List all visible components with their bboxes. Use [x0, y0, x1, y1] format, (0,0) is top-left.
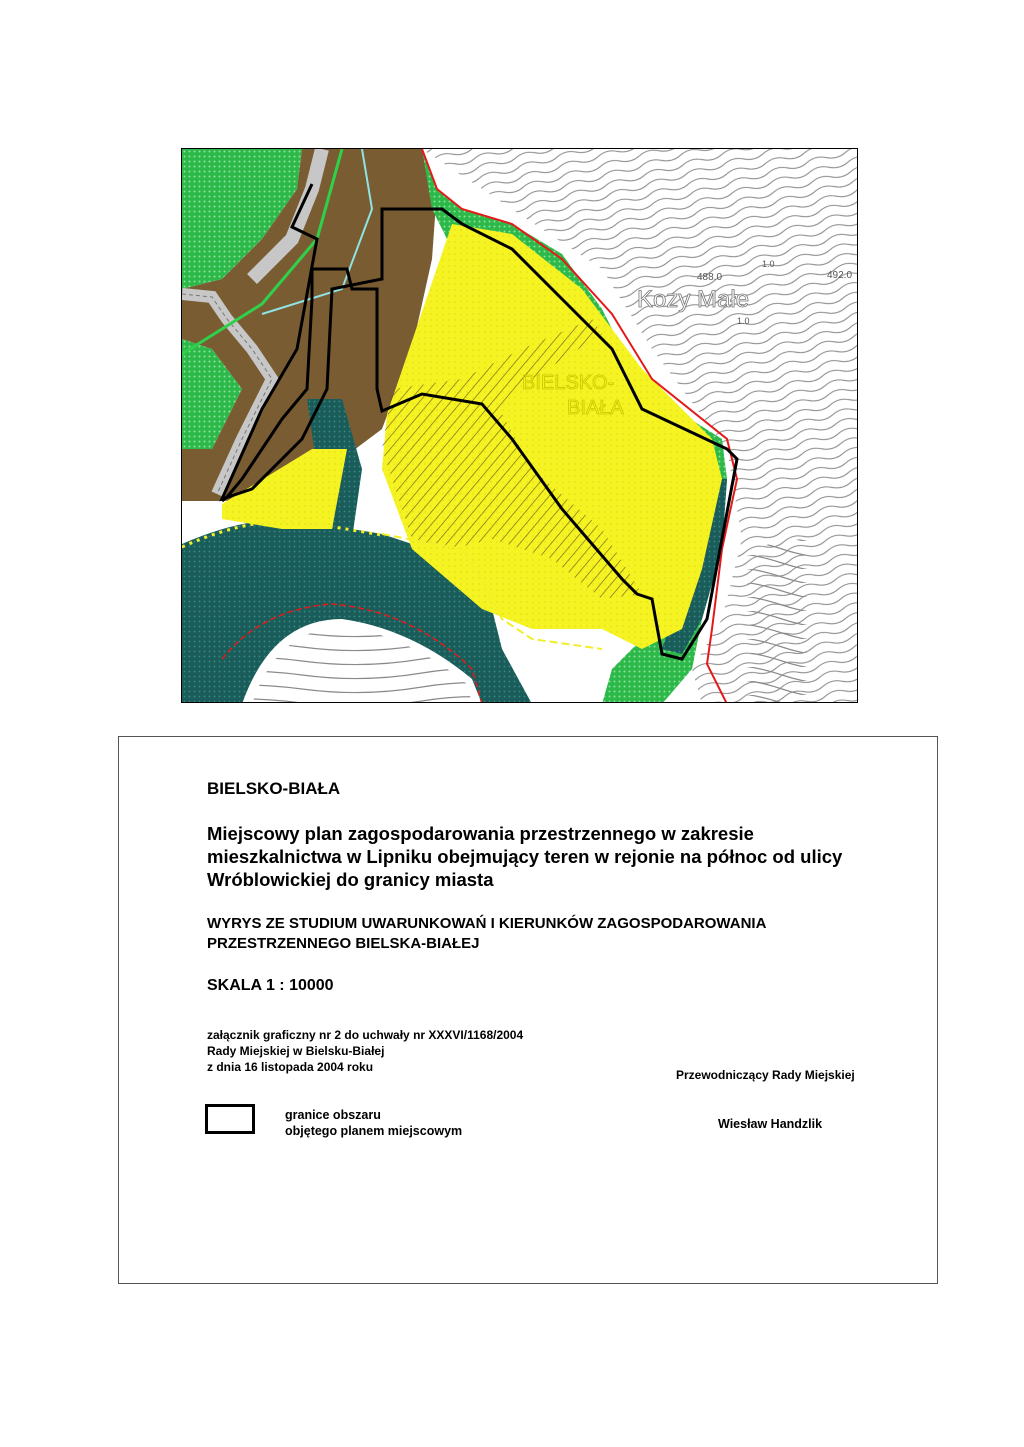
- scale-label: SKALA 1 : 10000: [207, 977, 334, 994]
- chairman-name: Wiesław Handzlik: [718, 1117, 823, 1131]
- extract-title: WYRYS ZE STUDIUM UWARUNKOWAŃ I KIERUNKÓW ZAGOSPODAROWANIA PRZESTRZENNEGO BIELSKA-BIAŁEJ: [207, 915, 766, 952]
- annex-line-2: Rady Miejskiej w Bielsku-Białej: [207, 1044, 385, 1058]
- boundary-legend-line-2: objętego planem miejscowym: [285, 1124, 463, 1138]
- watermark-label-line1: BIELSKO-: [522, 372, 615, 394]
- annex-line-3: z dnia 16 listopada 2004 roku: [207, 1060, 374, 1074]
- map-extract: [181, 148, 858, 703]
- spot-height-3: 1.0: [762, 259, 775, 269]
- spot-height-4: 1.0: [737, 316, 750, 326]
- place-label: Kozy Małe: [637, 286, 750, 313]
- chairman-title: Przewodniczący Rady Miejskiej: [676, 1068, 855, 1082]
- annex-line-1: załącznik graficzny nr 2 do uchwały nr XXXVI/1168/2004: [207, 1028, 524, 1042]
- map-canvas: [182, 149, 858, 703]
- boundary-legend-label: [285, 1107, 462, 1139]
- city-title: BIELSKO-BIAŁA: [207, 779, 341, 798]
- contour-area-east-lower: [722, 529, 858, 703]
- watermark-label-line2: BIAŁA: [567, 397, 624, 419]
- annex-info: [207, 1027, 523, 1075]
- plan-title: Miejscowy plan zagospodarowania przestrzennego w zakresie mieszkalnictwa w Lipniku obejmujący teren w rejonie na północ od ulicy Wróblowickiej do granicy miasta: [207, 823, 843, 890]
- boundary-legend-icon: [205, 1104, 255, 1134]
- title-block: [118, 736, 938, 1284]
- spot-height-2: 492.0: [827, 270, 853, 281]
- spot-height-1: 488.0: [697, 272, 723, 283]
- boundary-legend-line-1: granice obszaru: [285, 1108, 381, 1122]
